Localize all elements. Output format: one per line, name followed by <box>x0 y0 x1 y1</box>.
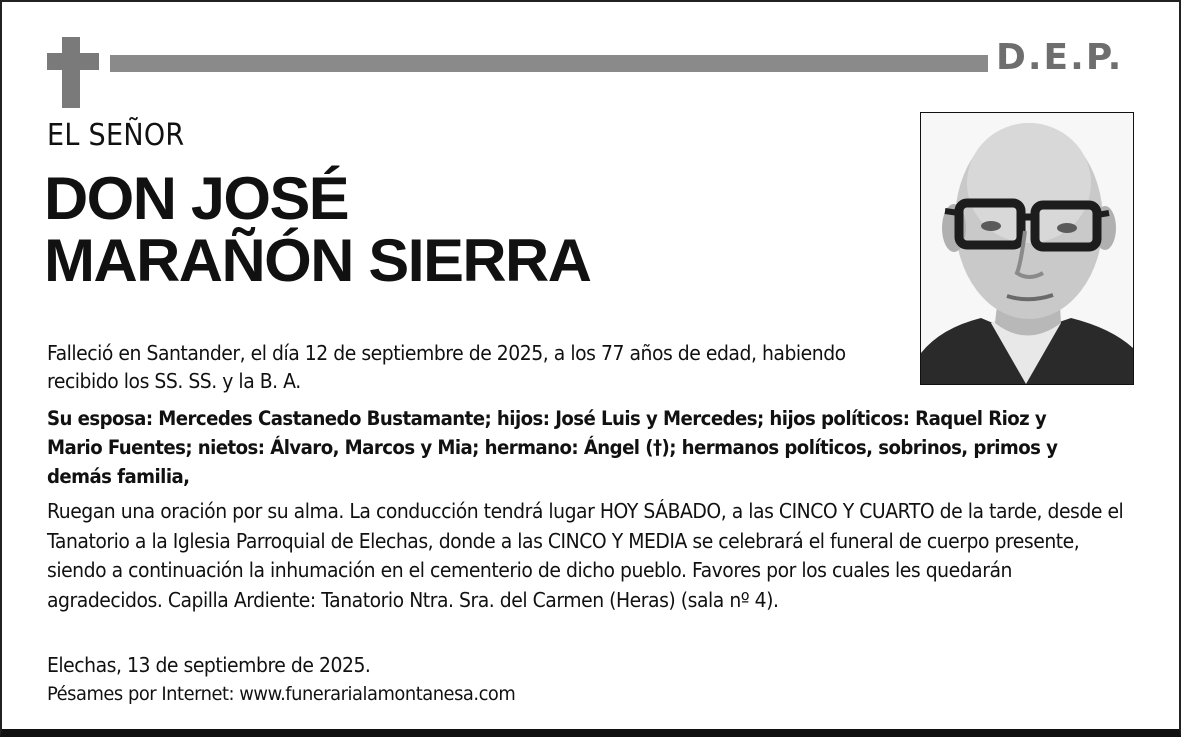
honorific-prefix: EL SEÑOR <box>47 118 185 153</box>
cross-vertical <box>62 37 80 108</box>
deceased-name <box>44 165 591 294</box>
portrait-photo <box>920 112 1134 385</box>
deceased-name-line1: DON JOSÉ <box>44 165 349 232</box>
cross-horizontal <box>47 53 99 70</box>
portrait-illustration <box>921 113 1133 384</box>
dep-label: D.E.P. <box>996 37 1124 78</box>
funeral-details-text: Ruegan una oración por su alma. La conducción tendrá lugar HOY SÁBADO, a las CINCO Y CUARTO de la tarde, desde el Tanatorio a la Iglesia Parroquial de Elechas, donde a las CINCO Y MEDIA se celebrará el funeral de cuerpo presente, siendo a continuación la inhumación en el cementerio de dicho pueblo. Favores por los cuales les quedarán agradecidos. Capilla Ardiente: Tanatorio Ntra. Sra. del Carmen (Heras) (sala nº 4). <box>47 499 1124 612</box>
header-rule <box>110 55 988 72</box>
family-list-text: Su esposa: Mercedes Castanedo Bustamante; hijos: José Luis y Mercedes; hijos políticos: Raquel Rioz y Mario Fuentes; nietos: Álvaro, Marcos y Mia; hermano: Ángel (†); hermanos políticos, sobrinos, primos y demás familia, <box>47 407 1058 488</box>
death-notice-text: Falleció en Santander, el día 12 de septiembre de 2025, a los 77 años de edad, habiendo recibido los SS. SS. y la B. A. <box>47 341 846 393</box>
place-date-text: Elechas, 13 de septiembre de 2025. <box>47 653 371 677</box>
deceased-name-line2: MARAÑÓN SIERRA <box>44 227 591 294</box>
condolences-text: Pésames por Internet: www.funerarialamontanesa.com <box>47 683 516 705</box>
